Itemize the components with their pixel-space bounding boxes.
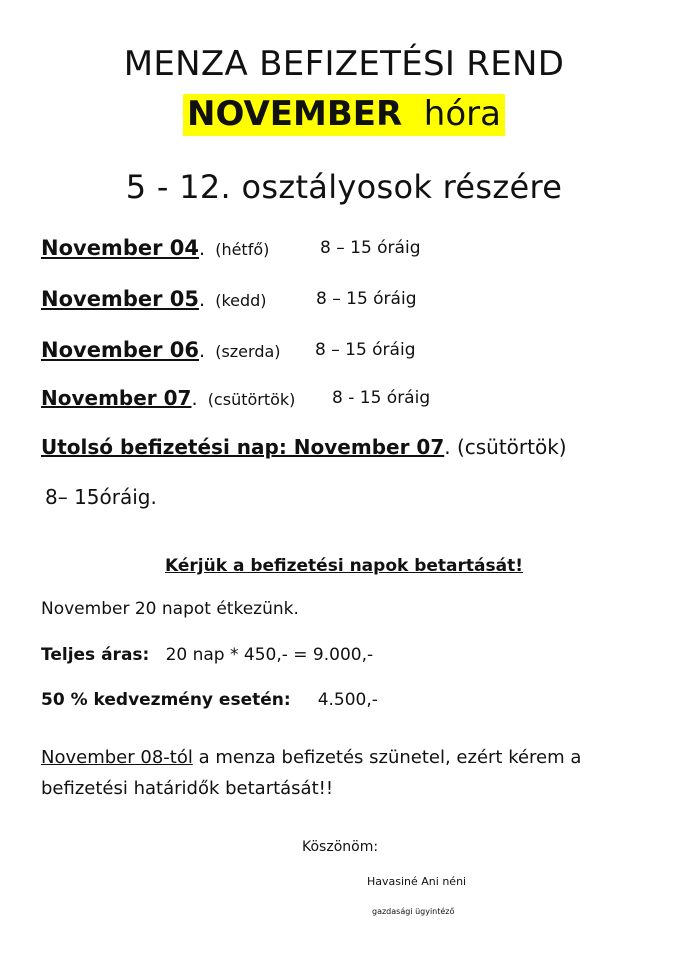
last-payment-day — [41, 435, 567, 459]
day-row: November 05. (kedd) 8 – 15 óráig — [41, 287, 417, 311]
suspension-date: November 08-tól — [41, 747, 193, 768]
month-name: NOVEMBER — [187, 94, 403, 134]
day-name: (szerda) — [215, 342, 281, 361]
day-name: (kedd) — [215, 291, 267, 310]
day-row: November 06. (szerda) 8 – 15 óráig — [41, 338, 416, 362]
discount-value: 4.500,- — [317, 690, 378, 710]
month-suffix: hóra — [423, 94, 501, 134]
day-date: November 04 — [41, 236, 199, 260]
day-hours: 8 – 15 óráig — [320, 238, 421, 258]
last-day-hours: 8– 15óráig. — [45, 485, 157, 509]
month-highlight — [183, 94, 505, 136]
discount-price — [41, 690, 378, 710]
day-date: November 05 — [41, 287, 199, 311]
signer-name: Havasiné Ani néni — [367, 875, 467, 888]
subtitle: 5 - 12. osztályosok részére — [125, 168, 563, 206]
full-price-value: 20 nap * 450,- = 9.000,- — [165, 645, 374, 665]
suspension-notice-line2: befizetési határidők betartását!! — [41, 778, 334, 799]
day-date: November 07 — [41, 386, 192, 410]
meal-days: November 20 napot étkezünk. — [41, 599, 299, 619]
day-row: November 07. (csütörtök) 8 - 15 óráig — [41, 386, 431, 410]
request-notice: Kérjük a befizetési napok betartását! — [165, 556, 523, 576]
day-date: November 06 — [41, 338, 199, 362]
suspension-text: a menza befizetés szünetel, ezért kérem a — [192, 747, 582, 768]
day-name: (csütörtök) — [207, 390, 296, 409]
day-row: November 04. (hétfő) 8 – 15 óráig — [41, 236, 421, 260]
full-price-label: Teljes áras: — [41, 645, 150, 665]
thanks: Köszönöm: — [302, 839, 379, 855]
day-hours: 8 – 15 óráig — [315, 340, 416, 360]
discount-label: 50 % kedvezmény esetén: — [41, 690, 291, 710]
page-title: MENZA BEFIZETÉSI REND — [123, 44, 565, 84]
day-hours: 8 – 15 óráig — [316, 289, 417, 309]
last-day-suffix: . (csütörtök) — [444, 435, 567, 459]
full-price — [41, 645, 373, 665]
signer-role: gazdasági ügyintéző — [372, 907, 455, 916]
day-name: (hétfő) — [215, 240, 270, 259]
month-heading — [0, 94, 688, 134]
suspension-notice — [41, 747, 581, 768]
day-hours: 8 - 15 óráig — [332, 388, 431, 408]
last-day-label: Utolsó befizetési nap: November 07 — [41, 435, 445, 459]
